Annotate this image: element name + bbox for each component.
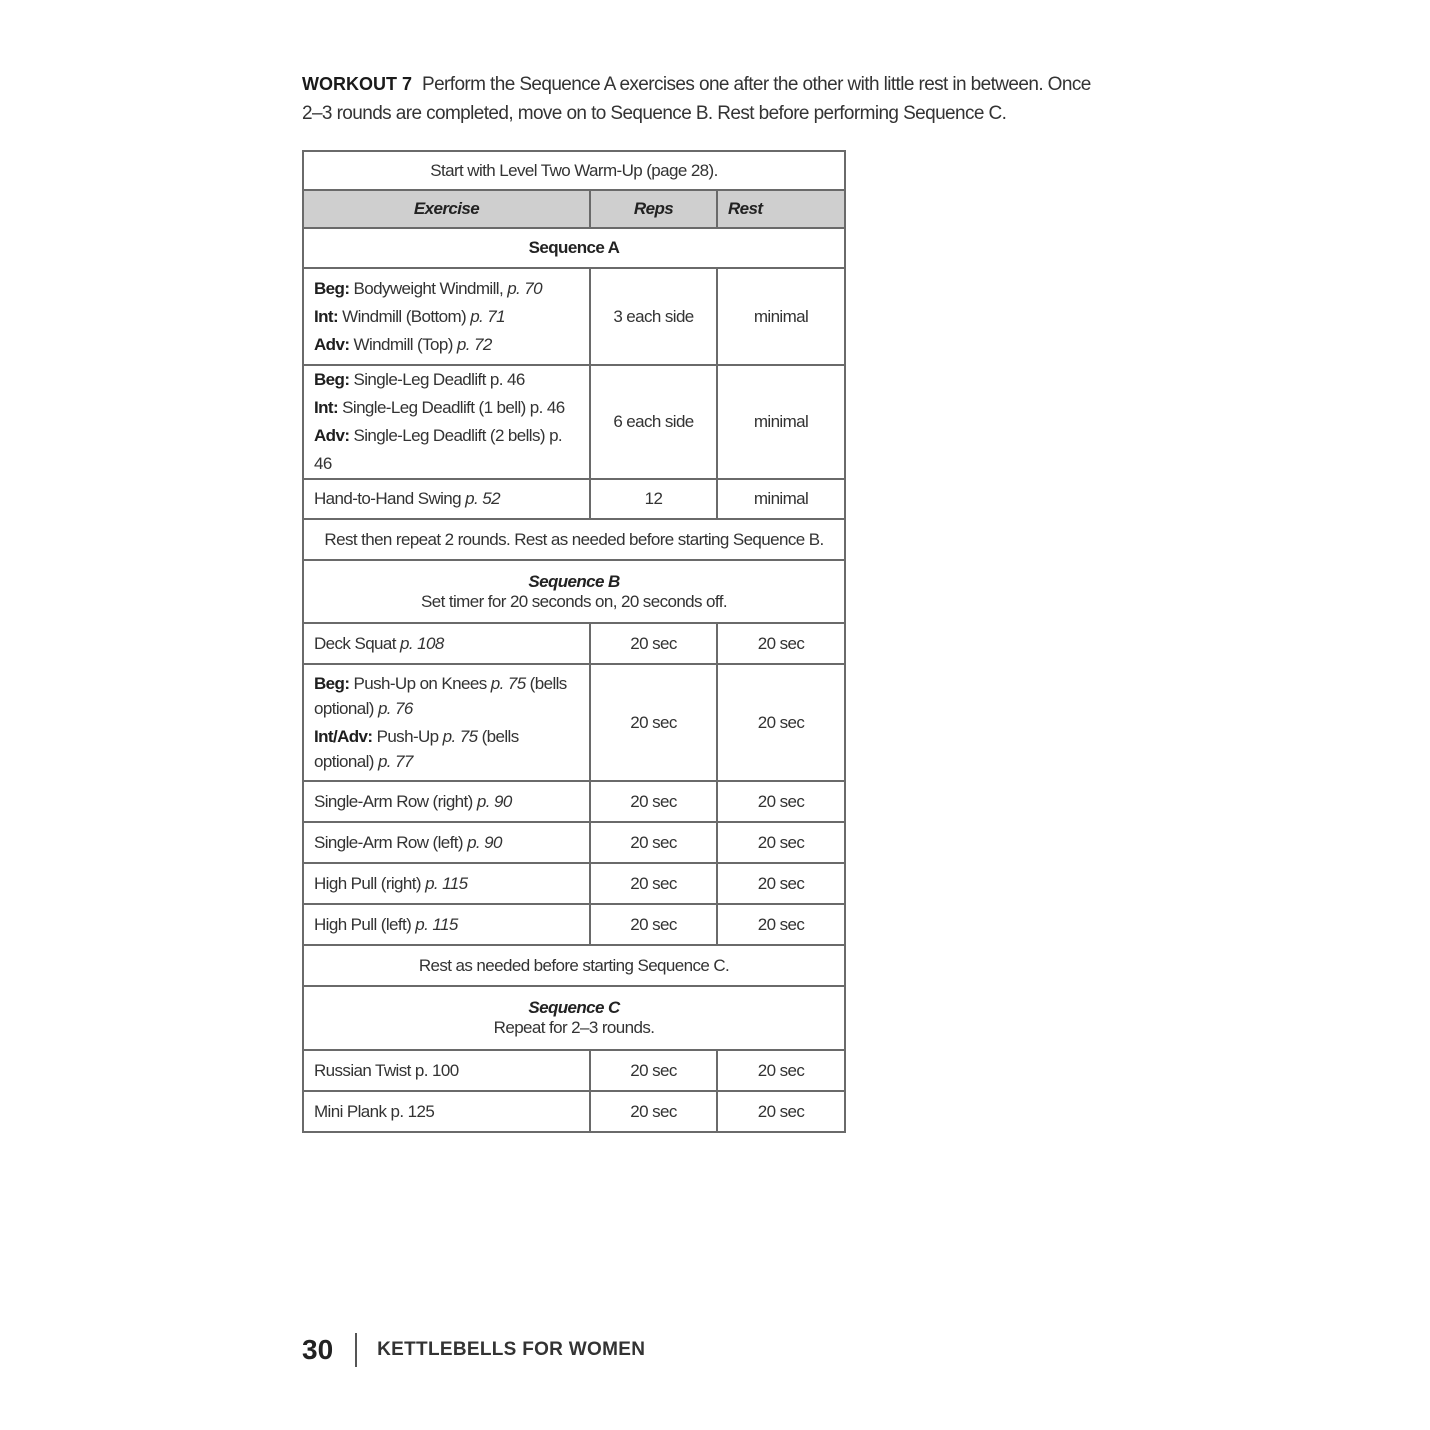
sequence-c-heading (303, 986, 845, 1050)
table-row-start-note (303, 151, 845, 190)
exercise-name: Windmill (Bottom) (338, 306, 471, 326)
reps-cell: 20 sec (590, 664, 717, 781)
rest-cell: 20 sec (717, 623, 845, 664)
exercise-cell (303, 623, 590, 664)
exercise-cell (303, 1091, 590, 1132)
table-row (303, 365, 845, 479)
rest-cell: 20 sec (717, 781, 845, 822)
reps-cell: 12 (590, 479, 717, 519)
table-row (303, 863, 845, 904)
reps-cell: 3 each side (590, 268, 717, 365)
table-header-row (303, 190, 845, 228)
exercise-name: High Pull (right) (314, 873, 426, 893)
level-label: Adv: (314, 334, 350, 354)
page-ref: p. 115 (425, 873, 468, 893)
exercise-name: Deck Squat (314, 633, 401, 653)
table-row (303, 904, 845, 945)
exercise-name: Bodyweight Windmill, (349, 278, 508, 298)
workout-label: WORKOUT 7 (302, 74, 412, 94)
exercise-name: Single-Leg Deadlift p. 46 (349, 370, 525, 389)
rest-cell: 20 sec (717, 1050, 845, 1091)
page-ref: p. 115 (415, 914, 458, 934)
exercise-cell (303, 863, 590, 904)
reps-cell: 20 sec (590, 863, 717, 904)
page-ref: p. 76 (377, 699, 413, 718)
exercise-cell (303, 268, 590, 365)
rest-cell: 20 sec (717, 664, 845, 781)
footer-divider (355, 1333, 357, 1367)
page-ref: p. 71 (470, 306, 506, 326)
page-ref: p. 70 (507, 278, 543, 298)
header-rest: Rest (717, 190, 845, 228)
exercise-name: Windmill (Top) (349, 334, 457, 354)
page-ref: p. 100 (414, 1060, 459, 1080)
reps-cell: 6 each side (590, 365, 717, 479)
sequence-c-title: Sequence C (528, 998, 620, 1017)
reps-cell: 20 sec (590, 1091, 717, 1132)
level-label: Int: (314, 398, 339, 417)
exercise-cell (303, 479, 590, 519)
header-reps: Reps (590, 190, 717, 228)
page-number: 30 (302, 1334, 334, 1365)
sequence-a-heading (303, 228, 845, 268)
exercise-name: Push-Up (372, 727, 443, 746)
exercise-name: Single-Arm Row (left) (314, 832, 468, 852)
table-row (303, 781, 845, 822)
level-label: Beg: (314, 370, 350, 389)
reps-cell: 20 sec (590, 623, 717, 664)
sequence-b-note: Rest as needed before starting Sequence C. (303, 945, 845, 986)
table-row (303, 822, 845, 863)
book-title: KETTLEBELLS FOR WOMEN (377, 1339, 646, 1360)
exercise-name: Push-Up on Knees (349, 674, 491, 693)
start-note: Start with Level Two Warm-Up (page 28). (303, 151, 845, 190)
sequence-c-subtitle: Repeat for 2–3 rounds. (493, 1018, 655, 1037)
rest-cell: 20 sec (717, 1091, 845, 1132)
reps-cell: 20 sec (590, 904, 717, 945)
level-line (314, 366, 579, 394)
level-line (314, 331, 579, 359)
sequence-b-note-row (303, 945, 845, 986)
table-row (303, 664, 845, 781)
exercise-name: Single-Leg Deadlift (1 bell) p. 46 (338, 398, 565, 417)
rest-cell: minimal (717, 365, 845, 479)
exercise-name: High Pull (left) (314, 914, 416, 934)
exercise-name: Single-Leg Deadlift (2 bells) p. 46 (314, 426, 563, 473)
reps-cell: 20 sec (590, 781, 717, 822)
page-ref: p. 75 (442, 727, 478, 746)
page-ref: p. 108 (400, 633, 444, 653)
intro-paragraph (302, 70, 1092, 128)
workout-table (302, 150, 846, 1133)
sequence-a-note: Rest then repeat 2 rounds. Rest as needed before starting Sequence B. (303, 519, 845, 560)
intro-text: Perform the Sequence A exercises one after the other with little rest in between. Once 2–3 rounds are completed, move on to Sequence B. Rest before performing Sequence C. (302, 74, 1091, 124)
level-label: Beg: (314, 674, 350, 693)
rest-cell: minimal (717, 268, 845, 365)
exercise-cell (303, 1050, 590, 1091)
exercise-name: Hand-to-Hand Swing (314, 489, 466, 508)
sequence-a-title: Sequence A (528, 238, 620, 257)
exercise-cell (303, 781, 590, 822)
table-row (303, 1050, 845, 1091)
exercise-note: (bells optional) (314, 674, 567, 718)
sequence-b-heading (303, 560, 845, 623)
level-line (314, 275, 579, 303)
table-row (303, 268, 845, 365)
sequence-a-note-row (303, 519, 845, 560)
exercise-name: Single-Arm Row (right) (314, 791, 477, 811)
exercise-cell (303, 664, 590, 781)
page-ref: p. 125 (390, 1101, 435, 1121)
rest-cell: 20 sec (717, 904, 845, 945)
exercise-note: (bells optional) (314, 727, 519, 771)
table-row (303, 479, 845, 519)
rest-cell: minimal (717, 479, 845, 519)
adv-variant (314, 724, 579, 774)
level-line (314, 394, 579, 422)
page-ref: p. 52 (465, 489, 500, 508)
level-line (314, 303, 579, 331)
table-row (303, 623, 845, 664)
page-ref: p. 90 (467, 832, 502, 852)
exercise-cell (303, 365, 590, 479)
reps-cell: 20 sec (590, 1050, 717, 1091)
exercise-cell (303, 904, 590, 945)
exercise-name: Mini Plank (314, 1101, 391, 1121)
page-ref: p. 72 (456, 334, 492, 354)
sequence-b-title: Sequence B (528, 571, 620, 591)
page-ref: p. 90 (476, 791, 512, 811)
level-label: Adv: (314, 426, 350, 445)
page-footer (302, 1330, 645, 1370)
table-row (303, 1091, 845, 1132)
reps-cell: 20 sec (590, 822, 717, 863)
rest-cell: 20 sec (717, 822, 845, 863)
sequence-b-subtitle: Set timer for 20 seconds on, 20 seconds off. (421, 591, 727, 611)
rest-cell: 20 sec (717, 863, 845, 904)
beg-variant (314, 671, 579, 721)
level-label: Int: (314, 306, 339, 326)
header-exercise: Exercise (303, 190, 590, 228)
exercise-cell (303, 822, 590, 863)
page-ref: p. 75 (490, 674, 526, 693)
level-label: Int/Adv: (314, 727, 373, 746)
exercise-name: Russian Twist (314, 1060, 415, 1080)
level-label: Beg: (314, 278, 350, 298)
level-line (314, 422, 579, 478)
page-ref: p. 77 (377, 752, 413, 771)
